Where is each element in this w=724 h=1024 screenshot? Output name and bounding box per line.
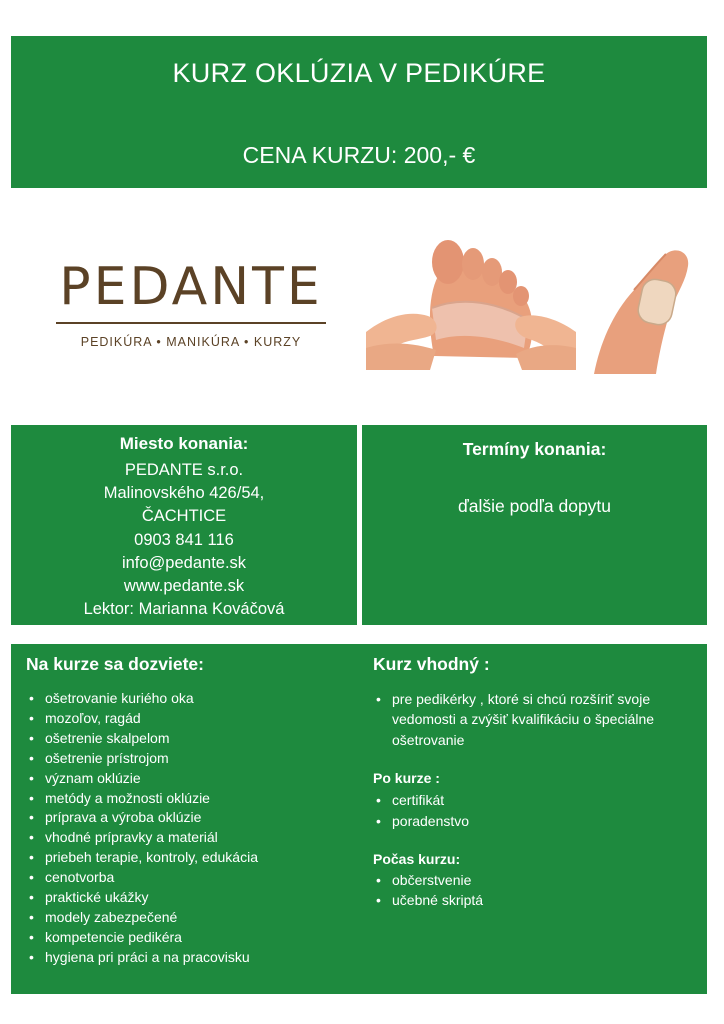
list-item: • mozoľov, ragád — [26, 709, 258, 729]
dates-box — [362, 425, 707, 625]
suitable-list — [373, 689, 683, 750]
after-course-heading: Po kurze : — [373, 770, 440, 786]
venue-website: www.pedante.sk — [123, 577, 245, 596]
venue-phone: 0903 841 116 — [134, 530, 234, 549]
venue-street: Malinovského 426/54, — [103, 484, 265, 503]
logo-wordmark: PEDANTE — [59, 257, 323, 317]
pedante-logo — [56, 258, 326, 349]
course-price: CENA KURZU: 200,- € — [242, 142, 476, 168]
list-item: • príprava a výroba oklúzie — [26, 808, 258, 828]
list-item: • cenotvorba — [26, 868, 258, 888]
list-item: • ošetrenie skalpelom — [26, 729, 258, 749]
list-item: • kompetencie pedikéra — [26, 928, 258, 948]
venue-email: info@pedante.sk — [121, 553, 247, 572]
list-item: • modely zabezpečené — [26, 908, 258, 928]
venue-details — [11, 459, 357, 621]
list-item: • pre pedikérky , ktoré si chcú rozšíriť svoje vedomosti a zvýšiť kvalifikáciu o špeciálne ošetrovanie — [373, 689, 683, 750]
dates-heading: Termíny konania: — [462, 439, 607, 459]
list-item: • metódy a možnosti oklúzie — [26, 789, 258, 809]
list-item: • priebeh terapie, kontroly, edukácia — [26, 848, 258, 868]
list-item: • občerstvenie — [373, 870, 483, 890]
course-info-panel — [11, 644, 707, 994]
suitable-heading: Kurz vhodný : — [373, 654, 490, 674]
venue-company: PEDANTE s.r.o. — [124, 461, 244, 479]
venue-box — [11, 425, 357, 625]
occlusion-application-photo — [366, 236, 576, 370]
during-course-heading: Počas kurzu: — [373, 851, 461, 867]
venue-heading: Miesto konania: — [119, 434, 249, 453]
list-item: • učebné skriptá — [373, 890, 483, 910]
during-course-list — [373, 870, 483, 910]
foot-pad-photo — [594, 244, 692, 374]
learn-heading: Na kurze sa dozviete: — [26, 654, 204, 674]
logo-divider — [56, 322, 326, 324]
learn-list — [26, 689, 258, 968]
header-banner — [11, 36, 707, 188]
dates-text: ďalšie podľa dopytu — [457, 496, 612, 516]
list-item: • vhodné prípravky a materiál — [26, 828, 258, 848]
list-item: • ošetrenie prístrojom — [26, 749, 258, 769]
list-item: • ošetrovanie kuriého oka — [26, 689, 258, 709]
venue-lecturer: Lektor: Marianna Kováčová — [83, 600, 285, 619]
logo-tagline: PEDIKÚRA • MANIKÚRA • KURZY — [80, 335, 302, 349]
list-item: • hygiena pri práci a na pracovisku — [26, 948, 258, 968]
list-item: • praktické ukážky — [26, 888, 258, 908]
list-item: • certifikát — [373, 790, 469, 811]
list-item: • poradenstvo — [373, 811, 469, 832]
course-title: KURZ OKLÚZIA V PEDIKÚRE — [172, 58, 546, 88]
after-course-list — [373, 790, 469, 832]
venue-town: ČACHTICE — [141, 507, 227, 526]
list-item: • význam oklúzie — [26, 769, 258, 789]
